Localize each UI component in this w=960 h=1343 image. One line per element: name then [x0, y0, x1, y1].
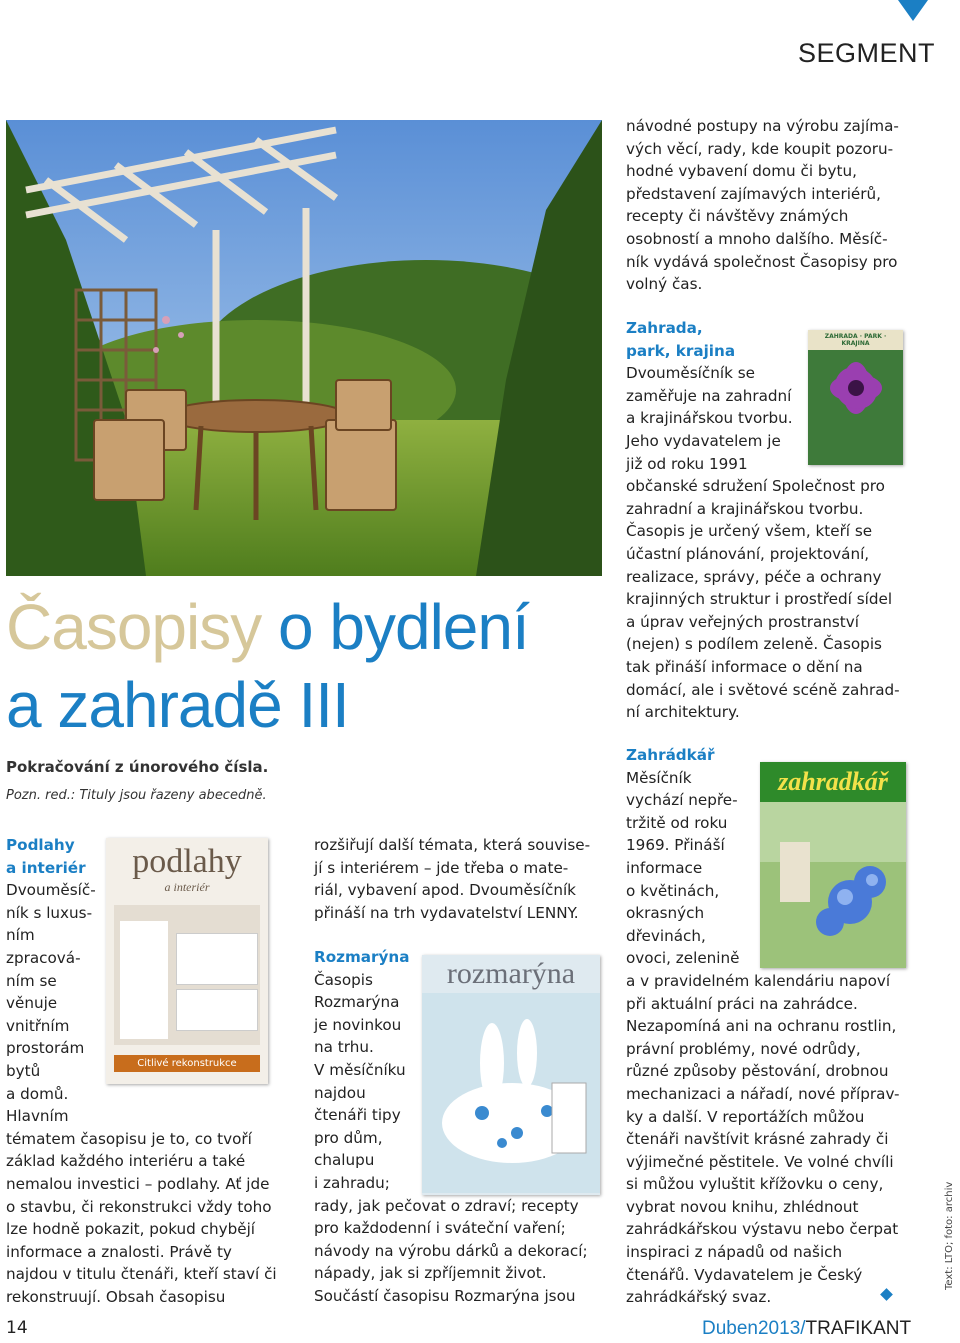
corner-triangle-icon: [898, 0, 928, 21]
heading-zahradkar: Zahrádkář: [626, 746, 715, 764]
title-line-2: a zahradě III: [6, 669, 349, 741]
article-zahradkar: Zahrádkář Měsíčník vychází nepře- tržitě od roku 1969. Přináší informace o květinách, okrasných dřevinách, ovoci, zelenině a v pravidelném kalendáriu napoví při aktuální práci na zahrádce. Nezapomíná ani na ochranu rostlin, právní problémy, nové odrůdy, různé způsoby pěstování, drobnou mechanizaci a nářadí, nové příprav- ky a další. V reportážích můžou čtenáři navštívit krásné zahrady či výjimečné pěstitele. Ve volné chvíli si můžou vyluštit křížovku o ceny, vybrat novou knihu, zhlédnout zahrádkářskou výstavu nebo čerpat inspiraci z nápadů od našich čtenářů. Vydavatelem je Český zahrádkářský svaz.: [626, 744, 936, 1309]
cover-rozmaryna: rozmarýna: [422, 955, 600, 1195]
article-title: [6, 588, 529, 744]
photo-credit: Text: LTO; foto: archiv: [944, 1181, 955, 1290]
article-rozmaryna: Rozmarýna Časopis Rozmarýna je novinkou na trhu. V měsíčníku najdou čtenáři tipy pro dům, chalupu i zahradu; rady, jak pečovat o zdraví; recepty pro každodenní i sváteční vaření; návody na výrobu dárků a dekorací; nápady, jak si zpříjemnit život. Součástí časopisu Rozmarýna jsou: [314, 946, 614, 1308]
article-zahrada: Zahrada, park, krajina Dvouměsíčník se zaměřuje na zahradní a krajinářskou tvorbu. Jeho vydavatelem je již od roku 1991 občanské sdružení Společnost pro zahradní a krajinářskou tvorbu. Časopis je určený všem, kteří se účastní plánování, projektování, realizace, správy, péče a ochrany krajinných struktur i prostředí sídel a úprav veřejných prostranství (nejen) s podílem zeleně. Časopis tak přináší informace o dění na domácí, ale i světové scéně zahrad- ní architektury.: [626, 317, 936, 724]
continuation-note: Pokračování z únorového čísla.: [6, 758, 269, 776]
page-number: 14: [6, 1318, 28, 1338]
editor-note: Pozn. red.: Tituly jsou řazeny abecedně.: [6, 788, 267, 803]
cover-podlahy: podlahy a interiér Citlivé rekonstrukce: [106, 838, 268, 1084]
garden-photo: [6, 120, 602, 576]
section-label: SEGMENT: [798, 38, 936, 68]
cover-zahradkar: zahradkář: [760, 762, 906, 968]
heading-zahrada: Zahrada,: [626, 319, 703, 337]
article-podlahy: Podlahy a interiér Dvouměsíč- ník s luxus- ním zpracová- ním se věnuje vnitřním prostorám bytů a domů. Hlavním tématem časopisu je to, co tvoří základ každého interiéru a také nemalou investici – podlahy. Ať jde o stavbu, či rekonstrukci vždy toho lze hodně pokazit, pokud chybějí informace a znalosti. Právě ty najdou v titulu čtenáři, kteří staví či rekonstruují. Obsah časopisu: [6, 834, 296, 1308]
cover-zahrada: ZAHRADA · PARK · KRAJINA: [808, 330, 903, 465]
intro-continuation: návodné postupy na výrobu zajíma- vých věcí, rady, kde koupit pozoru- hodné vybavení domu či bytu, představení zajímavých interiérů, recepty či návštěvy známých osobností a mnoho dalšího. Měsíč- ník vydává společnost Časopisy pro volný čas.: [626, 117, 899, 294]
heading-rozmaryna: Rozmarýna: [314, 948, 410, 966]
title-word-1: Časopisy: [6, 591, 262, 663]
title-rest-1: o bydlení: [261, 591, 529, 663]
heading-podlahy: Podlahy: [6, 836, 75, 854]
podlahy-continuation: rozšiřují další témata, která souvise- jí s interiérem – jde třeba o mate- riál, vybavení apod. Dvouměsíčník přináší na trh vydavatelství LENNY.: [314, 836, 591, 922]
footer-magazine: Duben2013/TRAFIKANT: [702, 1318, 912, 1339]
